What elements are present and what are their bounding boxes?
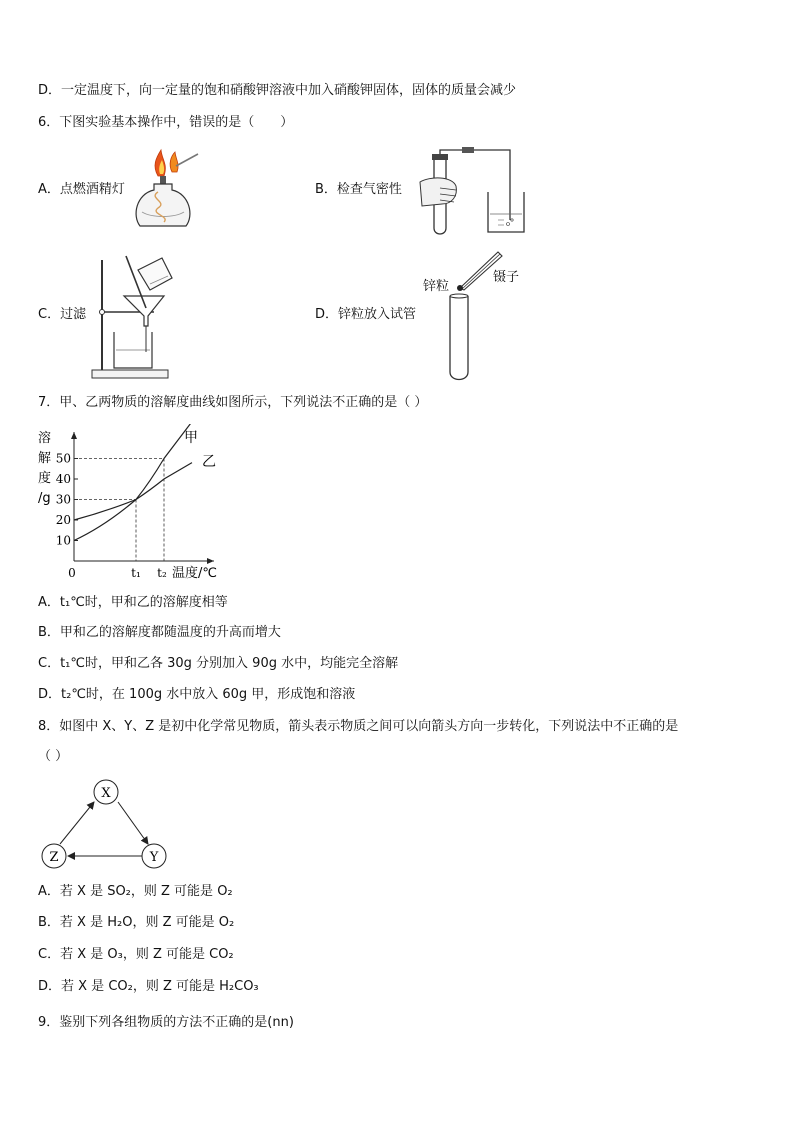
q8-option-a: A．若 X 是 SO₂，则 Z 可能是 O₂: [38, 884, 233, 899]
curve-jia: [74, 424, 192, 541]
arrow-x-to-y: [118, 802, 148, 844]
q6-option-a: A．点燃酒精灯: [38, 182, 125, 197]
t2-label: t₂: [157, 566, 167, 580]
t1-label: t₁: [131, 566, 141, 580]
node-y-label: Y: [149, 850, 159, 865]
tweezers-label: 镊子: [493, 270, 520, 285]
solubility-chart: [34, 424, 230, 584]
node-z-label: Z: [49, 850, 59, 865]
curve-yi: [74, 463, 192, 520]
q8-option-c: C．若 X 是 O₃，则 Z 可能是 CO₂: [38, 947, 234, 962]
zinc-granule-label: 锌粒: [423, 279, 450, 294]
y-tick-label-40: 40: [55, 472, 71, 486]
x-axis-label: 温度/℃: [172, 566, 217, 581]
q6-stem: 6．下图实验基本操作中，错误的是（ ）: [38, 115, 294, 130]
filtration-illustration: [90, 252, 176, 382]
y-tick-label-30: 30: [55, 492, 71, 507]
node-x-label: X: [101, 786, 111, 801]
y-axis-arrow: [71, 432, 77, 439]
q7-option-c: C．t₁℃时，甲和乙各 30g 分别加入 90g 水中，均能完全溶解: [38, 656, 399, 671]
y-tick-label-50: 50: [55, 451, 71, 466]
zinc-into-test-tube-illustration: [440, 250, 510, 384]
q8-stem-brackets: （ ）: [38, 749, 69, 764]
y-axis-label-char: 溶: [38, 431, 52, 446]
q8-option-b: B．若 X 是 H₂O，则 Z 可能是 O₂: [38, 915, 235, 930]
xyz-conversion-diagram: [36, 778, 176, 874]
q9-stem: 9．鉴别下列各组物质的方法不正确的是(nn): [38, 1015, 294, 1030]
origin-label: 0: [68, 566, 76, 580]
q7-stem: 7．甲、乙两物质的溶解度曲线如图所示，下列说法不正确的是（ ）: [38, 395, 428, 410]
curve-jia-label: 甲: [184, 430, 198, 446]
q7-option-b: B．甲和乙的溶解度都随温度的升高而增大: [38, 625, 281, 640]
alcohol-lamp-lighting-illustration: [128, 146, 200, 236]
q7-option-a: A．t₁℃时，甲和乙的溶解度相等: [38, 595, 228, 610]
q6-option-b: B．检查气密性: [315, 182, 402, 197]
airtightness-check-illustration: [412, 146, 532, 238]
curve-yi-label: 乙: [202, 454, 216, 470]
q6-option-d: D．锌粒放入试管: [315, 307, 417, 322]
arrow-z-to-x: [60, 802, 94, 844]
q8-stem: 8．如图中 X、Y、Z 是初中化学常见物质，箭头表示物质之间可以向箭头方向一步转化，下列说法中不正确的是: [38, 719, 679, 734]
y-axis-label-char: 解: [38, 451, 52, 466]
y-axis-label-char: 度: [38, 471, 52, 486]
q8-option-d: D．若 X 是 CO₂，则 Z 可能是 H₂CO₃: [38, 979, 259, 994]
x-axis-arrow: [207, 558, 214, 564]
q6-option-c: C．过滤: [38, 307, 87, 322]
y-tick-label-20: 20: [55, 513, 71, 527]
q7-option-d: D．t₂℃时，在 100g 水中放入 60g 甲，形成饱和溶液: [38, 687, 356, 702]
y-axis-label-char: /g: [38, 491, 51, 506]
y-tick-label-10: 10: [55, 533, 71, 548]
q5-option-d: D．一定温度下，向一定量的饱和硝酸钾溶液中加入硝酸钾固体，固体的质量会减少: [38, 83, 517, 98]
